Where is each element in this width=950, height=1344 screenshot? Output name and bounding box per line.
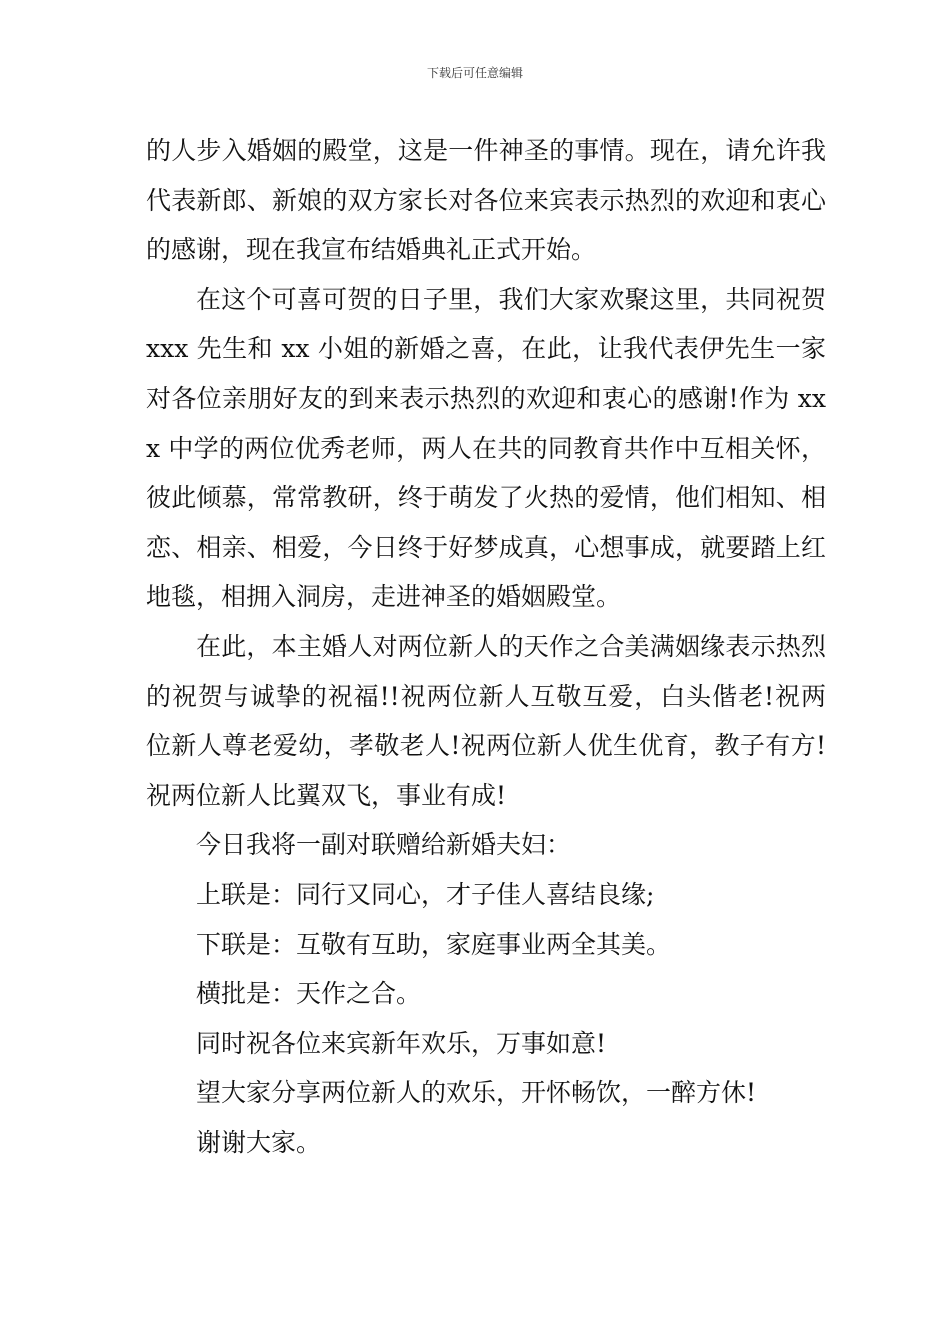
couplet-upper-line: 上联是：同行又同心，才子佳人喜结良缘;: [196, 879, 655, 909]
wish-line: 同时祝各位来宾新年欢乐，万事如意!: [196, 1028, 607, 1058]
paragraph-opening: 的人步入婚姻的殿堂，这是一件神圣的事情。现在，请允许我代表新郎、新娘的双方家长对各位来宾表示热烈的欢迎和衷心的感谢，现在我宣布结婚典礼正式开始。: [146, 136, 826, 265]
paragraph-congratulation: 在这个可喜可贺的日子里，我们大家欢聚这里，共同祝贺 xxx 先生和 xx 小姐的新婚之喜，在此，让我代表伊先生一家对各位亲朋好友的到来表示热烈的欢迎和衷心的感谢!作为 xxx 中学的两位优秀老师，两人在共的同教育共作中互相关怀，彼此倾慕，常常教研，终于萌发了火热的爱情，他们相知、相恋、相亲、相爱，今日终于好梦成真，心想事成，就要踏上红地毯，相拥入洞房，走进神圣的婚姻殿堂。: [146, 284, 826, 612]
couplet-intro-line: 今日我将一副对联赠给新婚夫妇：: [196, 830, 572, 860]
thanks-line: 谢谢大家。: [196, 1127, 322, 1157]
page-header-note: 下载后可任意编辑: [426, 66, 523, 80]
document-body: [146, 126, 826, 1167]
couplet-horizontal-line: 横批是：天作之合。: [196, 979, 422, 1009]
paragraph-blessing: 在此，本主婚人对两位新人的天作之合美满姻缘表示热烈的祝贺与诚挚的祝福!!祝两位新人互敬互爱，白头偕老!祝两位新人尊老爱幼，孝敬老人!祝两位新人优生优育，教子有方!祝两位新人比翼双飞，事业有成!: [146, 631, 826, 810]
toast-line: 望大家分享两位新人的欢乐，开怀畅饮，一醉方休!: [196, 1078, 757, 1108]
couplet-lower-line: 下联是：互敬有互助，家庭事业两全其美。: [196, 929, 672, 959]
